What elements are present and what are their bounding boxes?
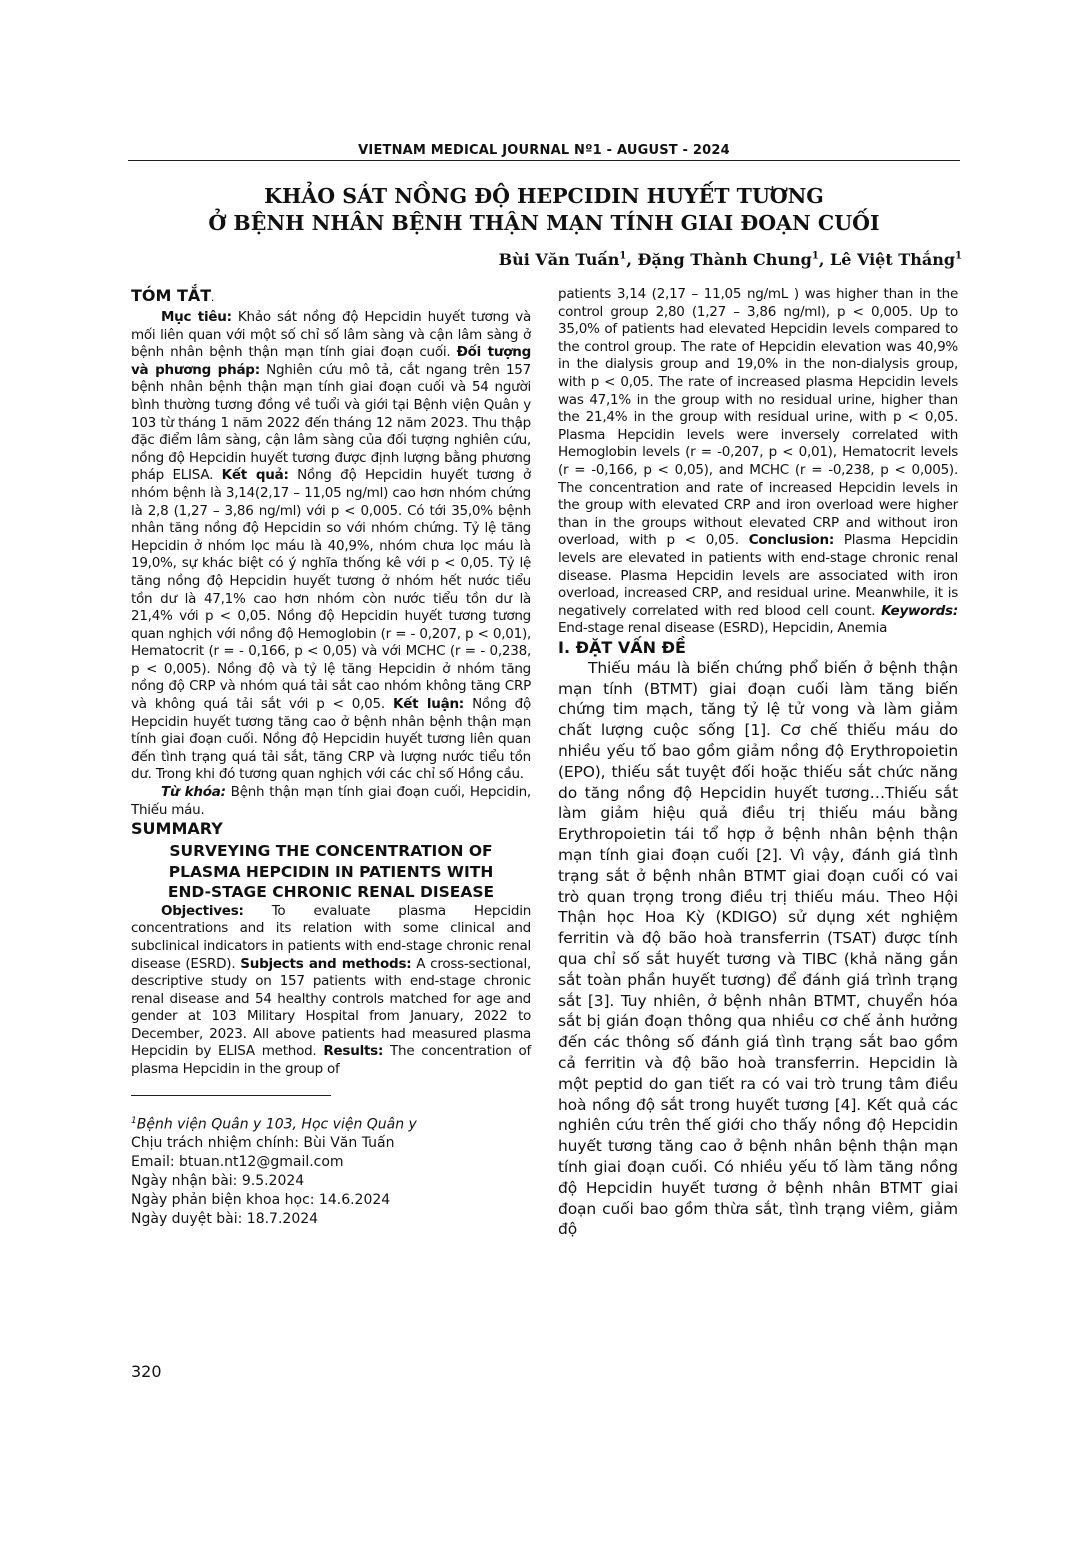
page-number: 320 bbox=[131, 1362, 162, 1381]
author-affiliation-mark: 1 bbox=[955, 250, 962, 262]
footnote-rule bbox=[131, 1095, 331, 1096]
abstract-vi-body: Mục tiêu: Khảo sát nồng độ Hepcidin huyết tương và mối liên quan với một số chỉ số lâm sàng và cận lâm sàng ở bệnh nhân bệnh thận mạn tính giai đoạn cuối. Đối tượng và phương pháp: Nghiên cứu mô tả, cắt ngang trên 157 bệnh nhân bệnh thận mạn tính giai đoạn cuối và 54 người bình thường tương đồng về tuổi và giới tại Bệnh viện Quân y 103 từ tháng 1 năm 2022 đến tháng 12 năm 2023. Thu thập đặc điểm lâm sàng, cận lâm sàng của đối tượng nghiên cứu, nồng độ Hepcidin huyết tương được định lượng bằng phương pháp ELISA. Kết quả: Nồng độ Hepcidin huyết tương ở nhóm bệnh là 3,14(2,17 – 11,05 ng/ml) cao hơn nhóm chứng là 2,8 (1,27 – 3,86 ng/ml) với p < 0,005. Có tới 35,0% bệnh nhân tăng nồng độ Hepcidin so với nhóm chứng. Tỷ lệ tăng Hepcidin ở nhóm lọc máu là 40,9%, nhóm chưa lọc máu là 19,0%, sự khác biệt có ý nghĩa thống kê với p < 0,05. Tỷ lệ tăng nồng độ Hepcidin huyết tương ở nhóm hết nước tiểu tồn dư là 47,1% cao hơn nhóm còn nước tiểu tồn dư là 21,4% với p < 0,05. Nồng độ Hepcidin huyết tương tương quan nghịch với nồng độ Hemoglobin (r = - 0,207, p < 0,01), Hematocrit (r = - 0,166, p < 0,05) và với MCHC (r = - 0,238, p < 0,005). Nồng độ và tỷ lệ tăng Hepcidin ở nhóm tăng nồng độ CRP và nhóm quá tải sắt cao nhóm không tăng CRP và không quá tải sắt với p < 0,05. Kết luận: Nồng độ Hepcidin huyết tương tăng cao ở bệnh nhân bệnh thận mạn tính giai đoạn cuối. Nồng độ Hepcidin huyết tương liên quan đến tình trạng quá tải sắt, tăng CRP và lượng nước tiểu tồn dư. Trong khi đó tương quan nghịch với các chỉ số Hồng cầu. bbox=[131, 309, 531, 783]
summary-title: SURVEYING THE CONCENTRATION OF PLASMA HEPCIDIN IN PATIENTS WITH END-STAGE CHRONIC RENAL DISEASE bbox=[167, 842, 495, 902]
author-separator: , bbox=[626, 250, 638, 269]
keywords-vi: Từ khóa: Bệnh thận mạn tính giai đoạn cuối, Hepcidin, Thiếu máu. bbox=[131, 784, 531, 818]
author-affiliation-mark: 1 bbox=[811, 250, 819, 262]
abstract-vi-heading: TÓM TẮT. bbox=[131, 286, 214, 305]
author-name: Lê Việt Thắng bbox=[829, 250, 956, 269]
results-label: Results: bbox=[323, 1043, 384, 1060]
author-affiliation-mark: 1 bbox=[619, 250, 627, 262]
footnotes bbox=[131, 1112, 531, 1230]
summary-body-part1: Objectives: To evaluate plasma Hepcidin concentrations and its relation with some clinical and subclinical indicators in patients with end-stage chronic renal disease (ESRD). Subjects and methods: A cross-sectional, descriptive study on 157 patients with end-stage chronic renal disease and 54 healthy controls matched for age and gender at 103 Military Hospital from January, 2022 to December, 2023. All above patients had measured plasma Hepcidin by ELISA method. Results: The concentration of plasma Hepcidin in the group of bbox=[131, 902, 532, 1078]
header-rule bbox=[128, 160, 960, 161]
footnote-approved: Ngày duyệt bài: 18.7.2024 bbox=[131, 1211, 319, 1228]
footnote-affiliation: $^1$Bệnh viện Quân y 103, Học viện Quân y bbox=[131, 1115, 417, 1133]
keywords-label: Keywords: bbox=[881, 602, 958, 619]
conclusion-label: Conclusion: bbox=[748, 532, 834, 549]
right-column bbox=[558, 286, 958, 1240]
article-title bbox=[128, 183, 960, 237]
journal-header: VIETNAM MEDICAL JOURNAL Nº1 - AUGUST - 2024 bbox=[358, 143, 730, 158]
objectives-label: Objectives: bbox=[161, 902, 244, 919]
results-label-vi: Kết quả: bbox=[221, 467, 289, 484]
author-name: Đặng Thành Chung bbox=[637, 250, 812, 269]
objective-label-vi: Mục tiêu: bbox=[161, 309, 232, 325]
footnote-received: Ngày nhận bài: 9.5.2024 bbox=[131, 1173, 305, 1190]
footnote-reviewed: Ngày phản biện khoa học: 14.6.2024 bbox=[131, 1192, 391, 1209]
subjects-label: Subjects and methods: bbox=[240, 955, 412, 972]
title-line-1: KHẢO SÁT NỒNG ĐỘ HEPCIDIN HUYẾT TƯƠNG bbox=[264, 184, 824, 208]
conclusion-label-vi: Kết luận: bbox=[393, 696, 464, 713]
author-separator: , bbox=[818, 250, 830, 269]
keywords-label-vi: Từ khóa: bbox=[161, 784, 226, 801]
author-name: Bùi Văn Tuấn bbox=[498, 250, 620, 269]
introduction-body: Thiếu máu là biến chứng phổ biến ở bệnh thận mạn tính (BTMT) giai đoạn cuối làm tăng biến chứng tim mạch, tăng tỷ lệ tử vong và làm giảm chất lượng cuộc sống [1]. Cơ chế thiếu máu do nhiều yếu tố bao gồm giảm nồng độ Erythropoietin (EPO), thiếu sắt tuyệt đối hoặc thiếu sắt chức năng do tăng nồng độ Hepcidin huyết tương…Thiếu sắt làm giảm hiệu quả điều trị thiếu máu bằng Erythropoietin tái tổ hợp ở bệnh nhân bệnh thận mạn tính giai đoạn cuối [2]. Vì vậy, đánh giá tình trạng sắt ở bệnh nhân BTMT giai đoạn cuối có vai trò quan trọng trong điều trị thiếu máu. Theo Hội Thận học Hoa Kỳ (KDIGO) sử dụng xét nghiệm ferritin và độ bão hoà transferrin (TSAT) được tính qua chỉ số sắt huyết tương và TIBC (khả năng gắn sắt toàn phần huyết tương) để đánh giá trình trạng sắt [3]. Tuy nhiên, ở bệnh nhân BTMT, chuyển hóa sắt bị gián đoạn thông qua nhiều cơ chế ảnh hưởng đến các thông số đánh giá tình trạng sắt bao gồm cả ferritin và độ bão hoà transferrin. Hepcidin là một peptid do gan tiết ra có vai trò trung tâm điều hoà nồng độ sắt trong huyết tương [4]. Kết quả các nghiên cứu trên thế giới cho thấy nồng độ Hepcidin huyết tương tăng cao ở bệnh nhân bệnh thận mạn tính giai đoạn cuối. Có nhiều yếu tố làm tăng nồng độ Hepcidin huyết tương ở bệnh nhân BTMT giai đoạn cuối bao gồm thừa sắt, tình trạng viêm, giảm độ bbox=[558, 658, 958, 1239]
summary-heading: SUMMARY bbox=[131, 819, 223, 839]
introduction-heading: I. ĐẶT VẤN ĐỀ bbox=[558, 637, 686, 657]
author-list bbox=[499, 250, 962, 269]
methods-label-vi: Đối tượng và phương pháp: bbox=[131, 344, 531, 378]
summary-body-part2: patients 3,14 (2,17 – 11,05 ng/mL ) was higher than in the control group 2,80 (1,27 – 3,86 ng/ml), p < 0,005. Up to 35,0% of patients had elevated Hepcidin levels compared to the control group. The rate of Hepcidin elevation was 40,9% in the dialysis group and 19,0% in the non-dialysis group, with p < 0,05. The rate of increased plasma Hepcidin levels was 47,1% in the group with no residual urine, higher than the 21,4% in the group with residual urine, with p < 0,05. Plasma Hepcidin levels were inversely correlated with Hemoglobin levels (r = -0,207, p < 0,01), Hematocrit levels (r = -0,166, p < 0,05), and MCHC (r = -0,238, p < 0,005). The concentration and rate of increased Hepcidin levels in the group with elevated CRP and iron overload were higher than in the groups without elevated CRP and without iron overload, with p < 0,05. Conclusion: Plasma Hepcidin levels are elevated in patients with end-stage chronic renal disease. Plasma Hepcidin levels are associated with iron overload, increased CRP, and residual urine. Meanwhile, it is negatively correlated with red blood cell count. Keywords: End-stage renal disease (ESRD), Hepcidin, Anemia bbox=[558, 286, 959, 637]
footnote-responsible: Chịu trách nhiệm chính: Bùi Văn Tuấn bbox=[131, 1135, 395, 1152]
left-column bbox=[131, 286, 531, 1229]
footnote-email: Email: btuan.nt12@gmail.com bbox=[131, 1154, 344, 1171]
title-line-2: Ở BỆNH NHÂN BỆNH THẬN MẠN TÍNH GIAI ĐOẠN CUỐI bbox=[208, 211, 880, 235]
